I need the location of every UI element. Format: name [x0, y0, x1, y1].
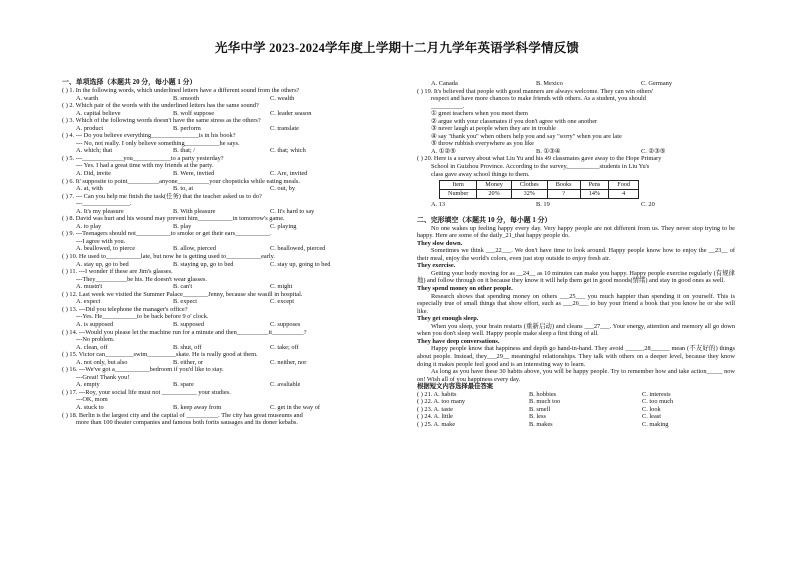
- option-b: B. that; /: [173, 147, 196, 155]
- question-stem: ( ) 2. Which pair of the words with the underlined letters has the same sound?: [62, 102, 259, 110]
- answer-options: [62, 170, 397, 178]
- right-questions: [417, 80, 735, 178]
- answer-options: [62, 95, 397, 103]
- option-c: C. look: [642, 405, 661, 413]
- question-line: ---Yes. He___________to be back before 9 o' clock.: [76, 313, 209, 321]
- question-number: ( ) 25. A. make: [417, 420, 456, 428]
- question-line: ③ never laugh at people when they are in trouble: [431, 125, 556, 133]
- option-a: A. It's my pleasure: [76, 207, 124, 215]
- option-c: C. get in the way of: [270, 403, 321, 411]
- passage-paragraph: Getting your body moving for as __24__ as 10 minutes can make you happy. Happy people exercise regularly (有规律地) and follow through on it because they know it will help them get in good moods(情绪) and stay in good ones as well.: [417, 269, 735, 285]
- option-a: A. which; that: [76, 147, 113, 155]
- option-b: B. ①③④: [536, 147, 561, 155]
- question-stem: ( ) 17. ---Roy, your social life must not ___________ your studies.: [62, 388, 231, 396]
- question-stem: ( ) 13. ---Did you telephone the manager's office?: [62, 305, 188, 313]
- option-a: A. empty: [76, 381, 100, 389]
- option-c: C. ②③⑤: [641, 147, 666, 155]
- question-number: ( ) 24. A. little: [417, 413, 453, 421]
- answer-options: [62, 404, 397, 412]
- question-line: more than 100 theater companies and famous both forits sausages and its doner kebabs.: [76, 419, 298, 427]
- passage-paragraph: Happy people know that happiness and depth go hand-in-hand. They avoid ______28______ mean (不友好的) things about people. Instead, they___29__ meaningful relationships. They talk with others on a deeper level, because they know doing it makes people feel good and is an interesting way to learn.: [417, 345, 735, 368]
- survey-header-row: [440, 181, 639, 190]
- question-stem: ( ) 14. ---Would you please let the machine run for a minute and then__________it__________?: [62, 328, 307, 336]
- question-line: ---I agree with you.: [76, 237, 126, 245]
- option-b: B. play: [173, 222, 192, 230]
- option-c: C. out, by: [270, 185, 296, 193]
- question-line: School in Guizhou Province. According to the survey,__________students in Liu Yu's: [431, 163, 650, 171]
- option-a: A. stuck to: [76, 403, 104, 411]
- question-line: ⑤ throw rubbish everywhere as you like: [431, 140, 534, 148]
- answer-options: [62, 321, 397, 329]
- option-c: C. too much: [642, 398, 674, 406]
- passage-paragraph: No one wakes up feeling happy every day. Very happy people are not different from us. They never stop trying to be happy. Here are some of the daily_21_that happy people do.: [417, 224, 735, 240]
- table-cell: 20%: [477, 190, 512, 199]
- option-a: A. at, with: [76, 185, 103, 193]
- option-c: C. interests: [642, 390, 671, 398]
- question-number: ( ) 22. A. too many: [417, 398, 466, 406]
- option-b: B. Were, invited: [173, 170, 215, 178]
- question-line: __________.: [431, 102, 465, 110]
- question-line: class gave away school things to them.: [431, 170, 530, 178]
- option-a: A. not only, but also: [76, 358, 128, 366]
- option-b: B. can't: [173, 283, 193, 291]
- option-b: B. spare: [173, 381, 194, 389]
- option-a: A. product: [76, 124, 104, 132]
- option-b: B. allow, pierced: [173, 245, 216, 253]
- page-title: 光华中学 2023-2024学年度上学期十二月九学年英语学科学情反馈: [214, 41, 580, 55]
- option-b: B. staying up, go to bed: [173, 260, 234, 268]
- option-c: C. take; off: [270, 343, 299, 351]
- paragraph-subheading: They spend money on other people.: [417, 285, 513, 293]
- cloze-instruction: 根据短文内容选择最佳答案: [417, 383, 494, 391]
- question-stem: ( ) 15. Victor can_________swim_________skate. He is really good at them.: [62, 351, 258, 359]
- question-stem: ( ) 4. --- Do you believe everything_______________is in his book?: [62, 132, 236, 140]
- q20-options: [417, 201, 735, 209]
- option-a: A. is supposed: [76, 320, 114, 328]
- table-header-cell: Pens: [580, 181, 609, 190]
- option-c: C. that; which: [270, 147, 306, 155]
- question-line: ① greet teachers when you meet them: [431, 110, 528, 118]
- option-b: B. supposed: [173, 320, 205, 328]
- table-header-cell: Books: [547, 181, 580, 190]
- paragraph-subheading: They slow down.: [417, 239, 463, 247]
- cloze-option-row: [417, 421, 735, 429]
- option-b: B. Mexico: [536, 80, 563, 87]
- question-line: ---They__________be his. He doesn't wear glasses.: [76, 275, 207, 283]
- question-line: ④ say "thank you" when others help you and say "sorry" when you are late: [431, 132, 622, 140]
- question-line: --- No, not really. I only believe something___________he says.: [76, 139, 240, 147]
- survey-table: [439, 180, 639, 199]
- option-a: A. Canada: [431, 80, 458, 87]
- option-c: C. Germany: [641, 80, 673, 87]
- section-heading: 一、单项选择（本题共 20 分，每小题 1 分）: [62, 79, 197, 86]
- question-stem: ( ) 20. Here is a survey about what Liu Yu and his 49 classmates gave away to the Hope Primary: [417, 155, 662, 163]
- option-b: B. keep away from: [173, 403, 222, 411]
- question-stem: ( ) 6. It' supposite to point__________anyone__________your chopsticks while eating meals.: [62, 177, 300, 185]
- question-stem: ( ) 18. Berlin is the largest city and the capital of __________. The city has great museums and: [62, 411, 303, 419]
- cloze-passage: [417, 225, 735, 383]
- table-header-cell: Clothes: [511, 181, 547, 190]
- option-c: C. Are, invited: [270, 170, 308, 178]
- table-header-cell: Food: [609, 181, 639, 190]
- answer-options: [62, 261, 397, 269]
- option-c: C. making: [642, 420, 669, 428]
- option-a: A. mustn't: [76, 283, 103, 291]
- option-a: A. Did, invite: [76, 170, 111, 178]
- option-c: C. wealth: [270, 94, 295, 102]
- option-c: C. neither, nor: [270, 358, 307, 366]
- question-line: --- Yes. I had a great time with my friends at the party.: [76, 162, 214, 170]
- option-a: A. 13: [431, 201, 446, 209]
- option-b: B. 19: [536, 201, 550, 209]
- table-cell: 32%: [511, 190, 547, 199]
- passage-paragraph: As long as you have these 30 habits above, you will be happy people. Try to remember how and take action_____ now on! Wish all of you happiness every day.: [417, 368, 735, 383]
- option-c: C. supposes: [270, 320, 301, 328]
- paragraph-subheading: They have deep conversations.: [417, 337, 500, 345]
- passage-paragraph: Research shows that spending money on others ___25___ you much happier than spending it on yourself. This is especially true of small things that show effort, such as ___26___ to buy your friend a book that you know he or she will like.: [417, 292, 735, 315]
- option-a: A. stay up, go to bed: [76, 260, 129, 268]
- option-c: C. least: [642, 413, 662, 421]
- answer-options: [62, 245, 397, 253]
- question-number: ( ) 23. A. taste: [417, 405, 453, 413]
- table-header-cell: Item: [440, 181, 477, 190]
- question-stem: ( ) 10. He used to___________late, but now he is getting used to___________early.: [62, 253, 275, 261]
- answer-options: [62, 147, 397, 155]
- question-line: ---OK, mom: [76, 396, 108, 404]
- option-c: C. stay up, going to bed: [270, 260, 331, 268]
- cloze-options: [417, 391, 735, 429]
- paragraph-subheading: They exercise.: [417, 262, 456, 270]
- question-stem: ( ) 9. ---Teenagers should not___________to smoke or get their ears___________.: [62, 230, 272, 238]
- question-number: ( ) 21. A. habits: [417, 390, 457, 398]
- option-c: C. leader season: [270, 109, 312, 117]
- option-b: B. much too: [529, 398, 561, 406]
- answer-options: [62, 223, 397, 231]
- option-c: C. playing: [270, 222, 297, 230]
- passage-paragraph: Sometimes we think ___22___. We don't have time to look around. Happy people know how to enjoy the __23__ of their meal, enjoy the world's colors, even just stop outside to enjoy fresh air.: [417, 247, 735, 262]
- table-cell: 14%: [580, 190, 609, 199]
- answer-options: [417, 148, 735, 156]
- question-stem: ( ) 3. Which of the following words doesn't have the same stress as the others?: [62, 117, 261, 125]
- option-b: B. shut, off: [173, 343, 202, 351]
- option-c: C. translate: [270, 124, 299, 132]
- option-a: A. expect: [76, 298, 101, 306]
- option-b: B. smell: [529, 405, 551, 413]
- question-line: ---_______________.: [76, 200, 132, 208]
- question-line: ---No problem.: [76, 336, 115, 344]
- question-stem: ( ) 1. In the following words, which underlined letters have a different sound from the others?: [62, 87, 300, 94]
- option-a: A. ①②⑤: [431, 147, 456, 155]
- option-b: B. wolf suppose: [173, 109, 215, 117]
- left-column: [62, 78, 397, 427]
- answer-options: [62, 185, 397, 193]
- option-a: A. beallowed, to pierce: [76, 245, 136, 253]
- answer-options: [62, 110, 397, 118]
- question-stem: ( ) 11. ---I wonder if these are Jim's glasses.: [62, 268, 173, 276]
- question-stem: ( ) 19. It's believed that people with good manners are always welcome. They can win others': [417, 87, 654, 95]
- option-b: B. With pleasure: [173, 207, 216, 215]
- option-b: B. to, at: [173, 185, 194, 193]
- right-column: [417, 80, 735, 428]
- answer-options: [62, 125, 397, 133]
- cloze-option-row: [417, 398, 735, 406]
- option-a: A. capital believe: [76, 109, 121, 117]
- option-b: B. smooth: [173, 94, 200, 102]
- survey-data-row: [440, 190, 639, 199]
- option-b: B. less: [529, 413, 546, 421]
- option-c: C. avaliable: [270, 381, 301, 389]
- question-stem: ( ) 12. Last week we visited the Summer Palace________Jenny, because she wasill in hospital.: [62, 290, 303, 298]
- question-line: respect and have more chances to make friends with others. As a student, you should: [431, 95, 646, 103]
- cloze-option-row: [417, 391, 735, 399]
- answer-options: [62, 359, 397, 367]
- answer-options: [62, 283, 397, 291]
- answer-options: [62, 208, 397, 216]
- table-cell: Number: [440, 190, 477, 199]
- option-b: B. perform: [173, 124, 201, 132]
- option-b: B. either, or: [173, 358, 204, 366]
- passage-paragraph: When you sleep, your brain restarts (重新启动) and cleans ___27___. Your energy, attention and memory all go down when you don't sleep well. Happy people make sleep a first thing of all.: [417, 322, 735, 338]
- cloze-heading: 二、完形填空（本题共 10 分，每小题 1 分）: [417, 216, 552, 224]
- option-b: B. makes: [529, 420, 553, 428]
- option-c: C. except: [270, 298, 294, 306]
- cloze-option-row: [417, 406, 735, 414]
- question-stem: ( ) 5. ---_____________you____________to a party yesterday?: [62, 154, 224, 162]
- question-line: ② argue with your classmates if you don't agree with one another: [431, 117, 598, 125]
- question-stem: ( ) 8. David was hurt and his wound may prevent him___________in tomorrow's game.: [62, 215, 285, 223]
- cloze-option-row: [417, 413, 735, 421]
- paragraph-subheading: They get enough sleep.: [417, 315, 479, 323]
- question-stem: ( ) 7. --- Can you help me finish the task(任务) that the teacher asked us to do?: [62, 192, 262, 200]
- option-a: A. to play: [76, 222, 102, 230]
- answer-options: [62, 344, 397, 352]
- option-c: C. 20: [641, 201, 655, 209]
- answer-options: [417, 80, 735, 88]
- table-header-cell: Money: [477, 181, 512, 190]
- table-cell: ?: [547, 190, 580, 199]
- answer-options: [62, 298, 397, 306]
- option-a: A. clean, off: [76, 343, 108, 351]
- option-a: A. warth: [76, 94, 99, 102]
- option-b: B. expect: [173, 298, 197, 306]
- question-stem: ( ) 16. ---We've got a___________bedroom if you'd like to stay.: [62, 366, 224, 374]
- option-c: C. might: [270, 283, 293, 291]
- answer-options: [62, 381, 397, 389]
- option-b: B. hobbies: [529, 390, 557, 398]
- option-c: C. It's hard to say: [270, 207, 315, 215]
- table-cell: 4: [609, 190, 639, 199]
- option-c: C. beallowed, pierced: [270, 245, 326, 253]
- question-line: ---Great! Thank you!: [76, 373, 130, 381]
